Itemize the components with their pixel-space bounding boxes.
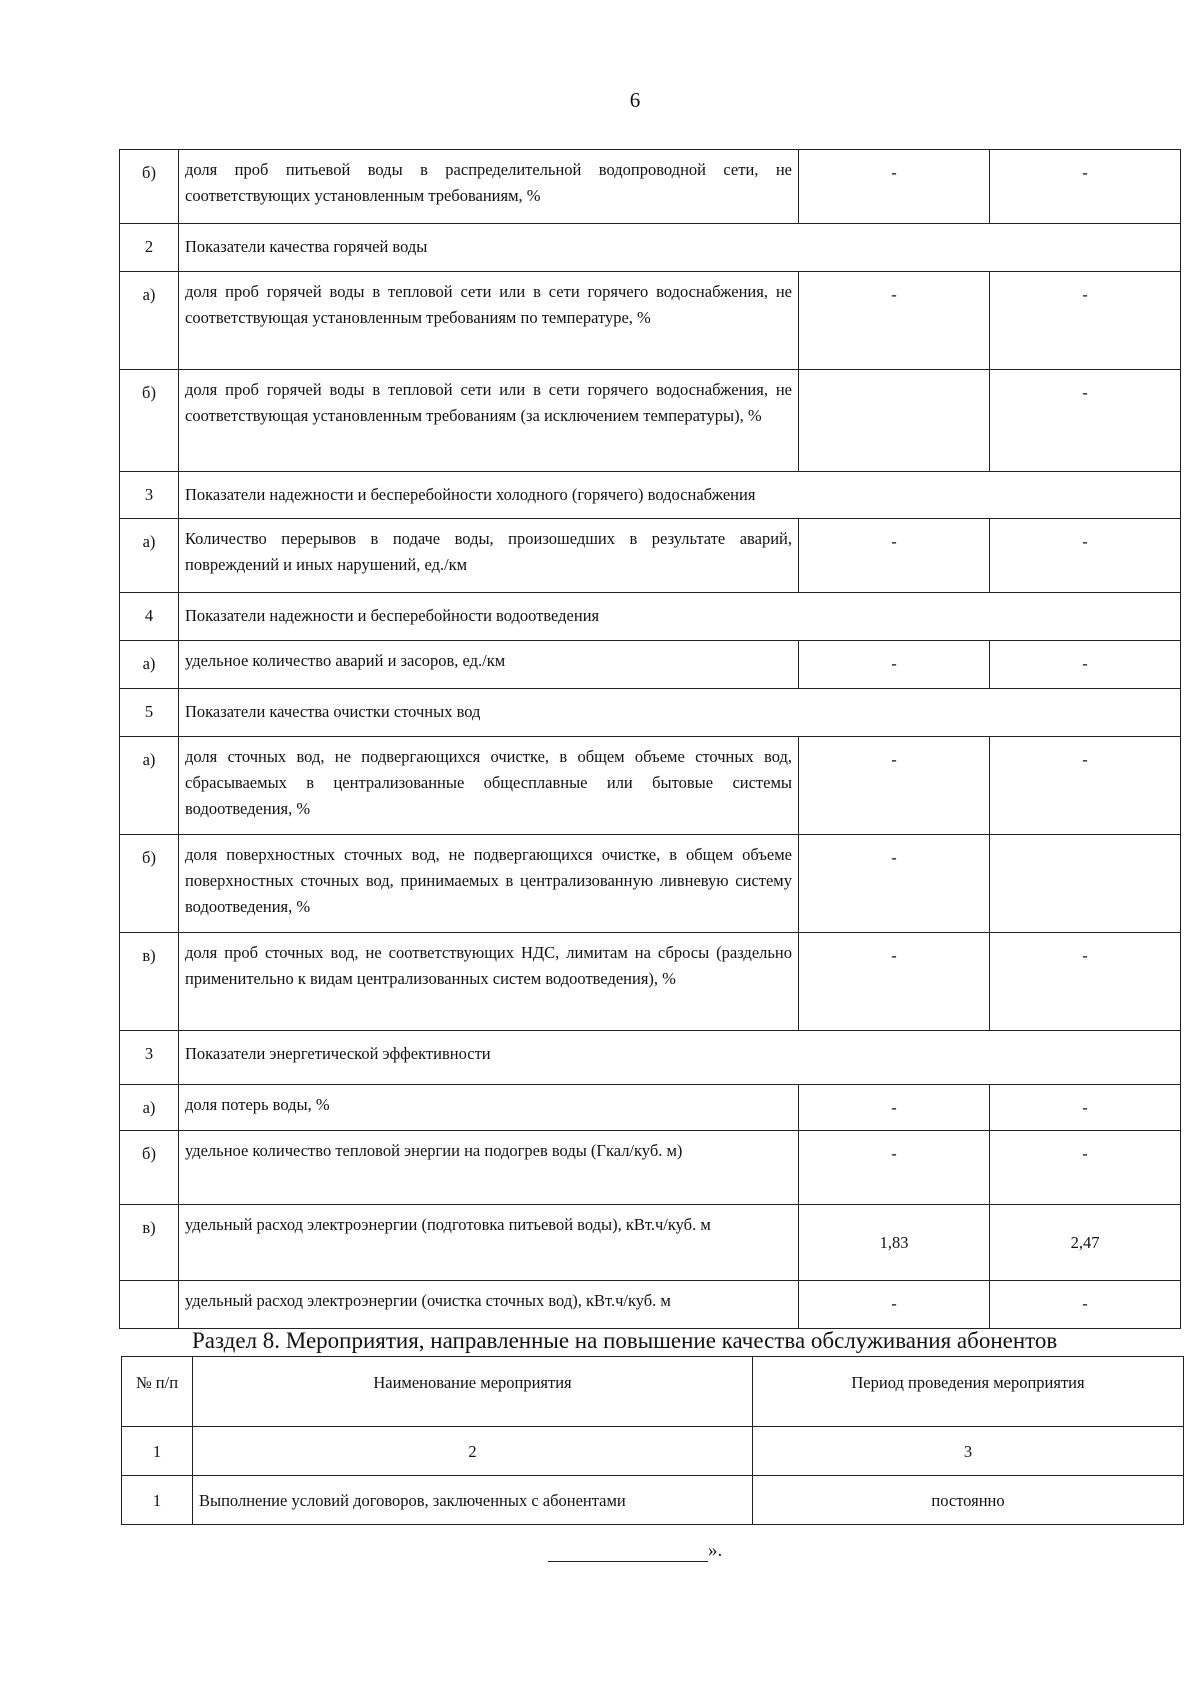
value-1: - [799,1131,990,1205]
value-1: - [799,272,990,370]
value-2 [990,835,1181,933]
row-text: Количество перерывов в подаче воды, произошедших в результате аварий, повреждений и иных нарушений, ед./км [179,519,799,593]
row-text: удельное количество тепловой энергии на подогрев воды (Гкал/куб. м) [179,1131,799,1205]
measure-period: постоянно [753,1476,1184,1525]
measures-table [121,1356,1184,1525]
row-number: в) [120,933,179,1031]
row-text: доля проб питьевой воды в распределительной водопроводной сети, не соответствующих установленным требованиям, % [179,150,799,224]
row-text: доля сточных вод, не подвергающихся очистке, в общем объеме сточных вод, сбрасываемых в централизованные общесплавные или бытовые системы водоотведения, % [179,737,799,835]
section-8-title: Раздел 8. Мероприятия, направленные на повышение качества обслуживания абонентов [192,1328,1058,1353]
row-number: а) [120,519,179,593]
table-row [120,737,1181,835]
row-number: а) [120,272,179,370]
value-1: - [799,933,990,1031]
header-measure-name: Наименование мероприятия [193,1357,753,1427]
value-2: - [990,1281,1181,1329]
value-2: - [990,1085,1181,1131]
table-row [120,1085,1181,1131]
index-col-2: 2 [193,1427,753,1476]
row-number: а) [120,1085,179,1131]
section-heading: Показатели качества горячей воды [179,224,1181,272]
index-row [122,1427,1184,1476]
value-1: - [799,519,990,593]
table-row [120,835,1181,933]
section-heading: Показатели качества очистки сточных вод [179,689,1181,737]
row-number: а) [120,737,179,835]
table-row [120,1031,1181,1085]
value-2: 2,47 [990,1205,1181,1281]
row-number: в) [120,1205,179,1281]
value-2: - [990,933,1181,1031]
row-text: доля потерь воды, % [179,1085,799,1131]
row-number: 3 [120,1031,179,1085]
row-text: удельный расход электроэнергии (очистка сточных вод), кВт.ч/куб. м [179,1281,799,1329]
value-1: - [799,835,990,933]
row-number: 4 [120,593,179,641]
value-2: - [990,641,1181,689]
table-row [120,1205,1181,1281]
index-col-1: 1 [122,1427,193,1476]
value-1: 1,83 [799,1205,990,1281]
signature-underline [548,1541,708,1562]
table-row [120,641,1181,689]
row-number: б) [120,1131,179,1205]
table-row [120,689,1181,737]
section-heading: Показатели надежности и бесперебойности водоотведения [179,593,1181,641]
value-1 [799,370,990,472]
row-text: удельное количество аварий и засоров, ед./км [179,641,799,689]
row-number: б) [120,150,179,224]
row-text: удельный расход электроэнергии (подготовка питьевой воды), кВт.ч/куб. м [179,1205,799,1281]
row-number: б) [120,370,179,472]
row-number: б) [120,835,179,933]
value-1: - [799,1281,990,1329]
value-2: - [990,370,1181,472]
value-2: - [990,737,1181,835]
measure-name: Выполнение условий договоров, заключенных с абонентами [193,1476,753,1525]
table-row [120,933,1181,1031]
value-1: - [799,641,990,689]
index-col-3: 3 [753,1427,1184,1476]
value-2: - [990,272,1181,370]
table-row [120,593,1181,641]
table-row [120,150,1181,224]
value-2: - [990,1131,1181,1205]
section-heading: Показатели энергетической эффективности [179,1031,1181,1085]
row-number: 5 [120,689,179,737]
value-2: - [990,519,1181,593]
row-text: доля поверхностных сточных вод, не подвергающихся очистке, в общем объеме поверхностных сточных вод, принимаемых в централизованную ливневую систему водоотведения, % [179,835,799,933]
header-period: Период проведения мероприятия [753,1357,1184,1427]
value-1: - [799,150,990,224]
value-1: - [799,737,990,835]
table-row [120,272,1181,370]
row-number: 1 [122,1476,193,1525]
row-number: а) [120,641,179,689]
table-row [120,224,1181,272]
row-number: 3 [120,472,179,519]
page-number: 6 [629,88,641,112]
value-1: - [799,1085,990,1131]
row-text: доля проб горячей воды в тепловой сети или в сети горячего водоснабжения, не соответствующая установленным требованиям по температуре, % [179,272,799,370]
table-row [120,519,1181,593]
indicators-table [119,149,1181,1329]
table-row [122,1476,1184,1525]
closing-mark: ». [708,1540,723,1561]
value-2: - [990,150,1181,224]
table-row [120,1281,1181,1329]
header-number: № п/п [122,1357,193,1427]
header-row [122,1357,1184,1427]
table-row [120,1131,1181,1205]
row-text: доля проб сточных вод, не соответствующих НДС, лимитам на сбросы (раздельно применительно к видам централизованных систем водоотведения), % [179,933,799,1031]
row-number: 2 [120,224,179,272]
closing-line [548,1540,722,1562]
row-number [120,1281,179,1329]
table-row [120,472,1181,519]
row-text: доля проб горячей воды в тепловой сети или в сети горячего водоснабжения, не соответствующая установленным требованиям (за исключением температуры), % [179,370,799,472]
table-row [120,370,1181,472]
section-heading: Показатели надежности и бесперебойности холодного (горячего) водоснабжения [179,472,1181,519]
